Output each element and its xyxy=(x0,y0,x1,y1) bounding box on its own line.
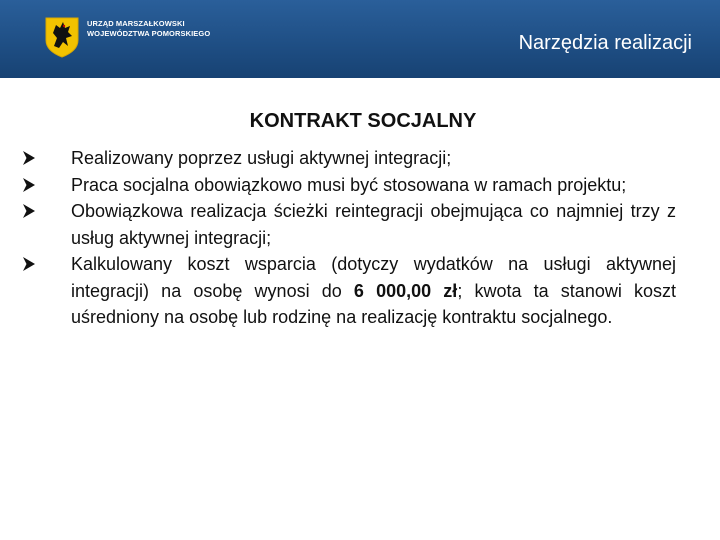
bullet-item xyxy=(20,198,676,251)
section-heading: KONTRAKT SOCJALNY xyxy=(249,110,477,132)
bullet-text: Realizowany poprzez usługi aktywnej integracji; xyxy=(71,148,452,168)
bullet-item xyxy=(20,172,676,199)
organization-name-line2: WOJEWÓDZTWA POMORSKIEGO xyxy=(87,29,211,38)
arrowhead-bullet-icon xyxy=(20,145,38,171)
slide-title: Narzędzia realizacji xyxy=(518,32,692,54)
bullet-text: Obowiązkowa realizacja ścieżki reintegracji obejmująca co najmniej trzy z usług aktywnej integracji; xyxy=(71,201,676,248)
bullet-list xyxy=(20,145,676,331)
cost-amount: 6 000,00 zł xyxy=(353,280,458,301)
header-bar xyxy=(0,0,720,78)
bullet-item xyxy=(20,251,676,331)
bullet-text: Praca socjalna obowiązkowo musi być stosowana w ramach projektu; xyxy=(71,174,627,195)
organization-name xyxy=(87,19,210,39)
arrowhead-bullet-icon xyxy=(20,198,38,224)
organization-name-line1: URZĄD MARSZAŁKOWSKI xyxy=(87,19,185,28)
arrowhead-bullet-icon xyxy=(20,172,38,198)
bullet-text-before: Kalkulowany koszt wsparcia (dotyczy wydatków na usługi aktywnej integracji) na osobę wynosi do xyxy=(71,254,676,301)
bullet-text-after: ; kwota ta stanowi koszt uśredniony na osobę lub rodzinę na realizację kontraktu socjalnego. xyxy=(71,280,677,327)
bullet-item xyxy=(20,145,676,172)
griffin-coat-of-arms-icon xyxy=(44,16,80,58)
arrowhead-bullet-icon xyxy=(20,251,38,277)
